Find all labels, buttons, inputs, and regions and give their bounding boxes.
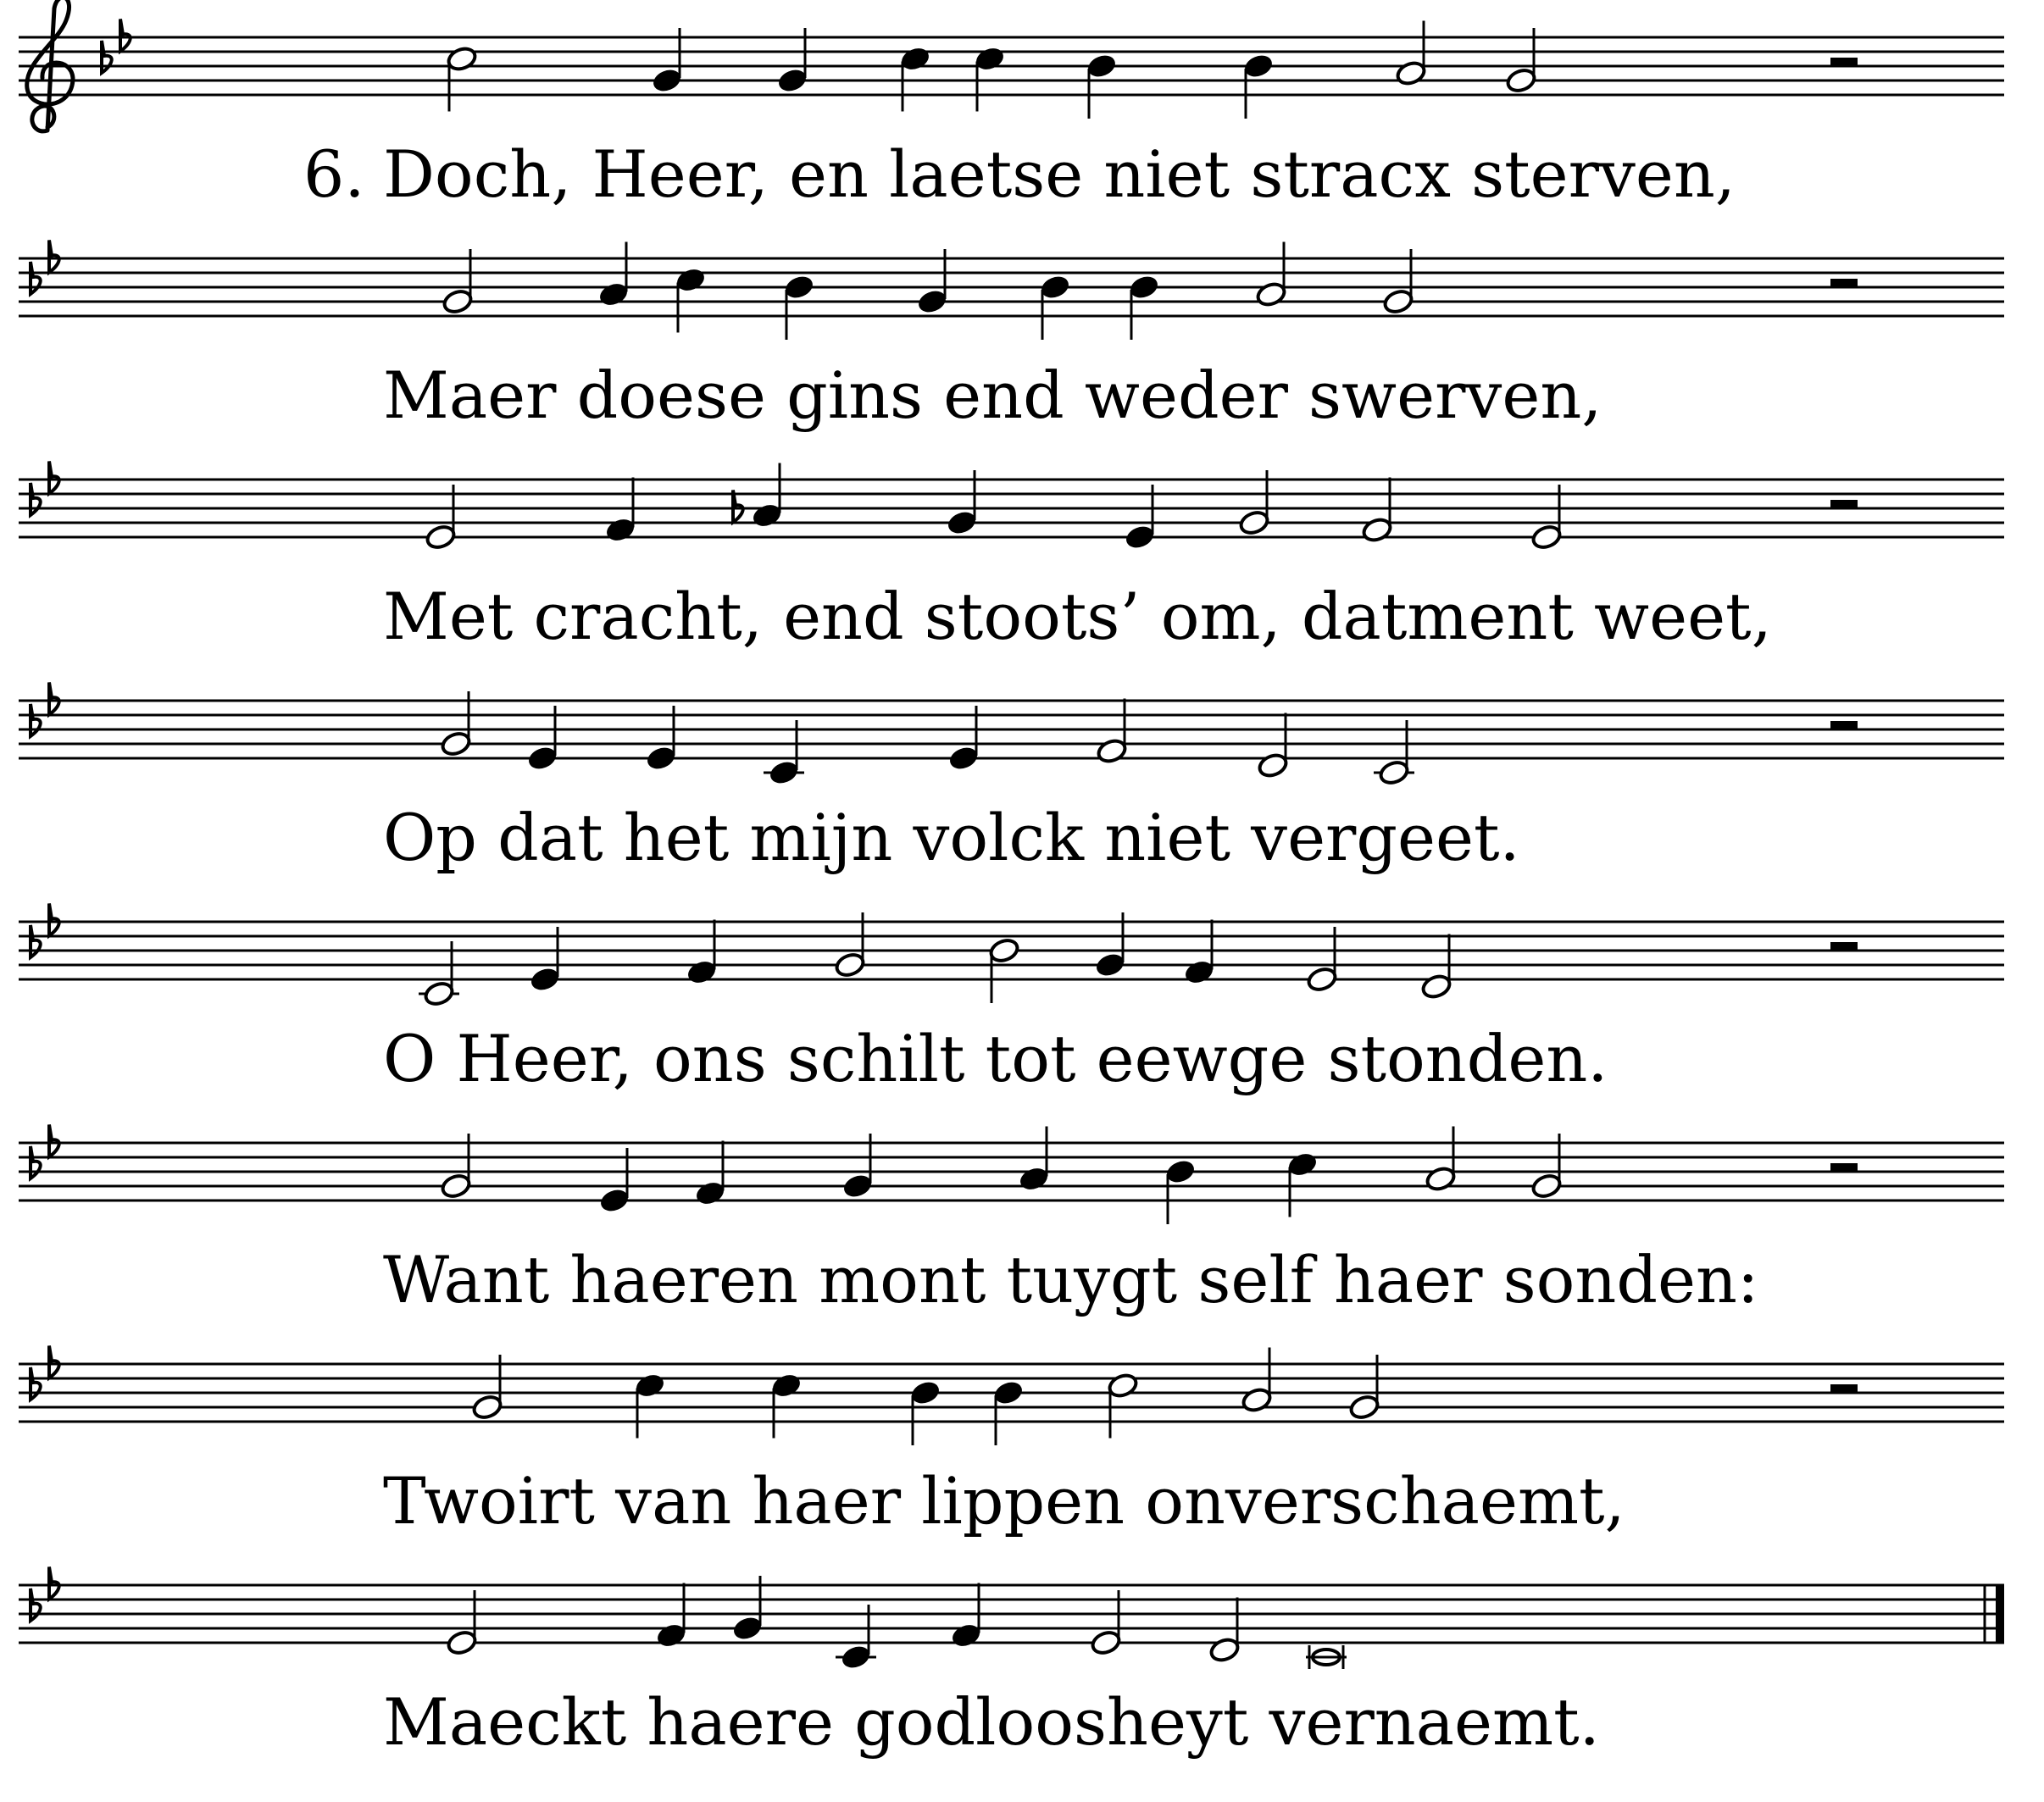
note [694, 1141, 726, 1207]
quarter-note-head [770, 1372, 803, 1399]
note [783, 274, 815, 340]
half-rest [1830, 721, 1858, 729]
half-note-head [1378, 759, 1410, 786]
quarter-note-head [992, 1379, 1025, 1406]
quarter-note-head [651, 67, 683, 94]
quarter-note-head [598, 1187, 630, 1214]
note [909, 1379, 941, 1445]
flat-sign-icon [49, 241, 59, 273]
half-note-head [446, 45, 478, 72]
system-1 [19, 0, 2004, 212]
half-note-head [1306, 966, 1338, 993]
quarter-note-head [1039, 274, 1071, 301]
half-note-head [1255, 280, 1287, 308]
quarter-note-head [1124, 524, 1156, 551]
quarter-note-head [768, 759, 800, 786]
quarter-note-head [916, 288, 948, 315]
half-rest [1830, 279, 1858, 287]
note [1425, 1127, 1457, 1193]
quarter-note-head [655, 1622, 687, 1649]
quarter-note-head [694, 1179, 726, 1206]
quarter-note-head [529, 966, 561, 993]
lyric-line: Maeckt haere godloosheyt vernaemt. [383, 1684, 1600, 1760]
note [950, 1583, 982, 1650]
half-rest [1830, 500, 1858, 508]
half-note-head [423, 980, 455, 1007]
note [1096, 699, 1128, 765]
quarter-note-head [1242, 53, 1275, 80]
flat-sign-icon [31, 704, 41, 736]
half-rest [1830, 942, 1858, 951]
flat-sign-icon [49, 1567, 59, 1600]
half-note-head [1208, 1636, 1241, 1663]
quarter-note-head [1018, 1165, 1050, 1192]
note [899, 45, 931, 111]
quarter-note-head [634, 1372, 666, 1399]
lyric-line: Op dat het mijn volck niet vergeet. [383, 800, 1520, 875]
quarter-note-head [1286, 1151, 1319, 1178]
half-note-head [440, 730, 472, 757]
note [1420, 934, 1452, 1001]
note [1039, 274, 1071, 340]
note [655, 1583, 687, 1650]
half-note-head [471, 1394, 503, 1421]
note [1257, 713, 1289, 779]
half-note-head [1382, 288, 1414, 315]
verse-number: 6. [303, 136, 365, 212]
half-note-head [834, 951, 866, 979]
quarter-note-head [675, 266, 707, 293]
half-note-head [1530, 1173, 1563, 1200]
flat-sign-icon [49, 1346, 59, 1378]
quarter-note-head [783, 274, 815, 301]
flat-sign-icon [49, 904, 59, 936]
note [770, 1372, 803, 1438]
flat-sign-icon [31, 483, 41, 515]
note [992, 1379, 1025, 1445]
flat-sign-icon [31, 262, 41, 294]
quarter-note-head [909, 1379, 941, 1406]
flat-sign-icon [31, 1367, 41, 1400]
note [1164, 1158, 1197, 1224]
note [634, 1372, 666, 1438]
flat-sign-icon [49, 683, 59, 715]
note [1183, 920, 1215, 986]
lyric-line: O Heer, ons schilt tot eewge stonden. [383, 1021, 1608, 1096]
note [1128, 274, 1160, 340]
system-3 [19, 462, 2004, 655]
lyric-line: Twoirt van haer lippen onverschaemt, [383, 1463, 1625, 1539]
half-rest [1830, 1163, 1858, 1172]
half-note-head [442, 288, 474, 315]
half-note-head [1530, 524, 1563, 551]
quarter-note-head [946, 509, 978, 536]
half-note-head [440, 1173, 472, 1200]
lyric-line: Doch, Heer, en laetse niet stracx sterven, [383, 136, 1736, 212]
half-note-head [425, 524, 457, 551]
half-note-head [1090, 1629, 1122, 1656]
half-rest [1830, 58, 1858, 66]
quarter-note-head [947, 745, 980, 772]
treble-clef-icon [27, 0, 73, 131]
quarter-note-head [840, 1644, 872, 1671]
flat-sign-icon [31, 925, 41, 957]
flat-sign-icon [31, 1146, 41, 1178]
note [1208, 1598, 1241, 1664]
flat-sign-icon [120, 19, 131, 52]
lyric-line: Maer doese gins end weder swerven, [383, 358, 1602, 433]
half-note-head [1425, 1165, 1457, 1192]
system-7 [19, 1346, 2004, 1539]
note [675, 266, 707, 332]
note [604, 478, 636, 544]
note [1395, 21, 1427, 87]
half-note-head [1361, 516, 1393, 543]
quarter-note-head [899, 45, 931, 72]
system-8 [19, 1567, 2004, 1760]
quarter-note-head [604, 516, 636, 543]
note [1107, 1372, 1139, 1438]
half-note-head [1096, 737, 1128, 764]
quarter-note-head [645, 745, 677, 772]
quarter-note-head [1094, 951, 1126, 979]
half-rest [1830, 1384, 1858, 1393]
note [1086, 53, 1118, 119]
note [974, 45, 1006, 111]
half-note-head [1107, 1372, 1139, 1399]
quarter-note-head [950, 1622, 982, 1649]
half-note-head [1257, 751, 1289, 779]
note [597, 242, 630, 308]
note [1242, 53, 1275, 119]
note [686, 920, 718, 986]
lyric-line: Met cracht, end stoots’ om, datment weet, [383, 579, 1772, 654]
note [1018, 1127, 1050, 1193]
final-barline-thick [1996, 1585, 2004, 1643]
flat-sign-icon [102, 41, 112, 73]
half-note-head [1505, 67, 1537, 94]
note [1241, 1348, 1273, 1414]
quarter-note-head [686, 958, 718, 985]
note [1286, 1151, 1319, 1217]
half-note-head [988, 937, 1020, 964]
system-6 [19, 1125, 2004, 1318]
quarter-note-head [751, 502, 783, 529]
system-5 [19, 904, 2004, 1097]
quarter-note-head [731, 1615, 764, 1642]
system-4 [19, 683, 2004, 876]
half-note-head [1348, 1394, 1380, 1421]
half-note-head [446, 1629, 478, 1656]
note [733, 463, 783, 530]
quarter-note-head [1183, 958, 1215, 985]
half-note-head [1420, 973, 1452, 1000]
quarter-note-head [526, 745, 558, 772]
quarter-note-head [776, 67, 808, 94]
quarter-note-head [597, 280, 630, 308]
quarter-note-head [841, 1173, 874, 1200]
flat-sign-icon [31, 1589, 41, 1621]
lyric-line: Want haeren mont tuygt self haer sonden: [383, 1242, 1759, 1317]
half-note-head [1238, 509, 1270, 536]
half-note-head [1241, 1386, 1273, 1413]
note [988, 937, 1020, 1003]
half-note-head [1395, 59, 1427, 86]
note [1255, 242, 1287, 308]
system-2 [19, 241, 2004, 434]
flat-sign-icon [49, 1125, 59, 1157]
quarter-note-head [1086, 53, 1118, 80]
flat-sign-icon [49, 462, 59, 494]
note [446, 45, 478, 111]
note [1361, 478, 1393, 544]
note [1306, 1645, 1347, 1669]
quarter-note-head [1128, 274, 1160, 301]
quarter-note-head [1164, 1158, 1197, 1185]
quarter-note-head [974, 45, 1006, 72]
